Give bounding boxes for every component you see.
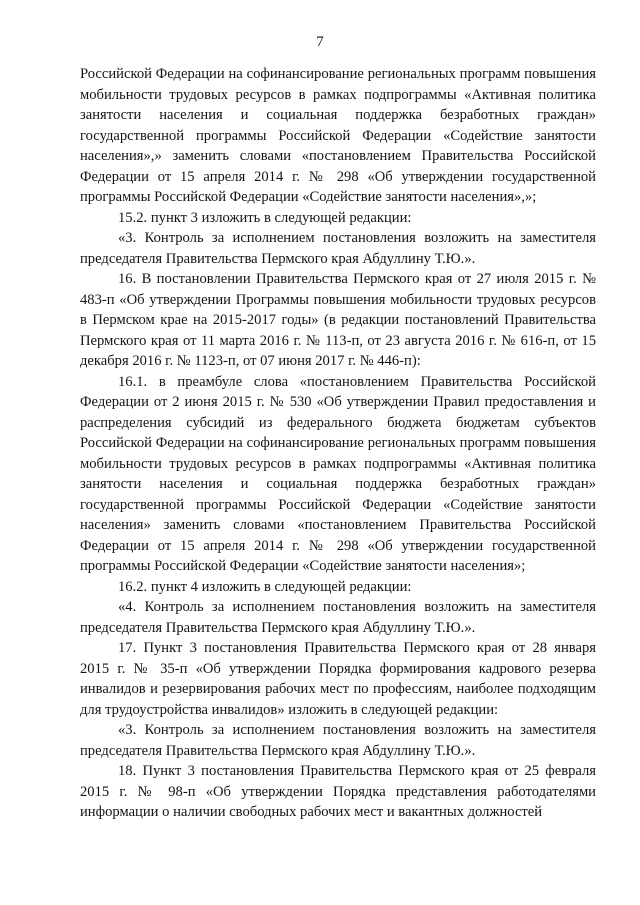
paragraph-16: 16. В постановлении Правительства Пермского края от 27 июля 2015 г. № 483-п «Об утверждении Программы повышения мобильности трудовых ресурсов в Пермском крае на 2015-2017 годы» (в редакции постановлений Правительства Пермского края от 11 марта 2016 г. № 113-п, от 23 августа 2016 г. № 616-п, от 15 декабря 2016 г. № 1123-п, от 07 июня 2017 г. № 446-п): <box>80 271 596 369</box>
paragraph-quote-control-4: «4. Контроль за исполнением постановления возложить на заместителя председателя Правительства Пермского края Абдуллину Т.Ю.». <box>80 599 596 636</box>
paragraph-continuation: Российской Федерации на софинансирование региональных программ повышения мобильности трудовых ресурсов в рамках подпрограммы «Активная политика занятости населения и социальная поддержка безработных граждан» государственной программы Российской Федерации «Содействие занятости населения»,» заменить словами «постановлением Правительства Российской Федерации от 15 апреля 2014 г. № 298 «Об утверждении государственной программы Российской Федерации «Содействие занятости населения»,»; <box>80 66 596 205</box>
paragraph-16-1: 16.1. в преамбуле слова «постановлением Правительства Российской Федерации от 2 июня 2015 г. № 530 «Об утверждении Правил предоставления и распределения субсидий из федерального бюджета бюджетам субъектов Российской Федерации на софинансирование региональных программ повышения мобильности трудовых ресурсов в рамках подпрограммы «Активная политика занятости населения и социальная поддержка безработных граждан» государственной программы Российской Федерации «Содействие занятости населения» заменить словами «постановлением Правительства Российской Федерации от 15 апреля 2014 г. № 298 «Об утверждении государственной программы Российской Федерации «Содействие занятости населения»; <box>80 373 596 574</box>
paragraph-16-2: 16.2. пункт 4 изложить в следующей редакции: <box>118 578 412 595</box>
paragraph-17: 17. Пункт 3 постановления Правительства Пермского края от 28 января 2015 г. № 35-п «Об утверждении Порядка формирования кадрового резерва инвалидов и резервирования рабочих мест по профессиям, наиболее подходящим для трудоустройства инвалидов» изложить в следующей редакции: <box>80 640 596 718</box>
paragraph-18: 18. Пункт 3 постановления Правительства Пермского края от 25 февраля 2015 г. № 98-п «Об утверждении Порядка представления работодателями информации о наличии свободных рабочих мест и вакантных должностей <box>80 763 596 820</box>
document-body <box>80 64 596 823</box>
paragraph-quote-control-3: «3. Контроль за исполнением постановления возложить на заместителя председателя Правительства Пермского края Абдуллину Т.Ю.». <box>80 230 596 267</box>
page-number: 7 <box>316 34 324 50</box>
paragraph-quote-control-3-b: «3. Контроль за исполнением постановления возложить на заместителя председателя Правительства Пермского края Абдуллину Т.Ю.». <box>80 722 596 759</box>
paragraph-15-2: 15.2. пункт 3 изложить в следующей редакции: <box>118 209 412 226</box>
